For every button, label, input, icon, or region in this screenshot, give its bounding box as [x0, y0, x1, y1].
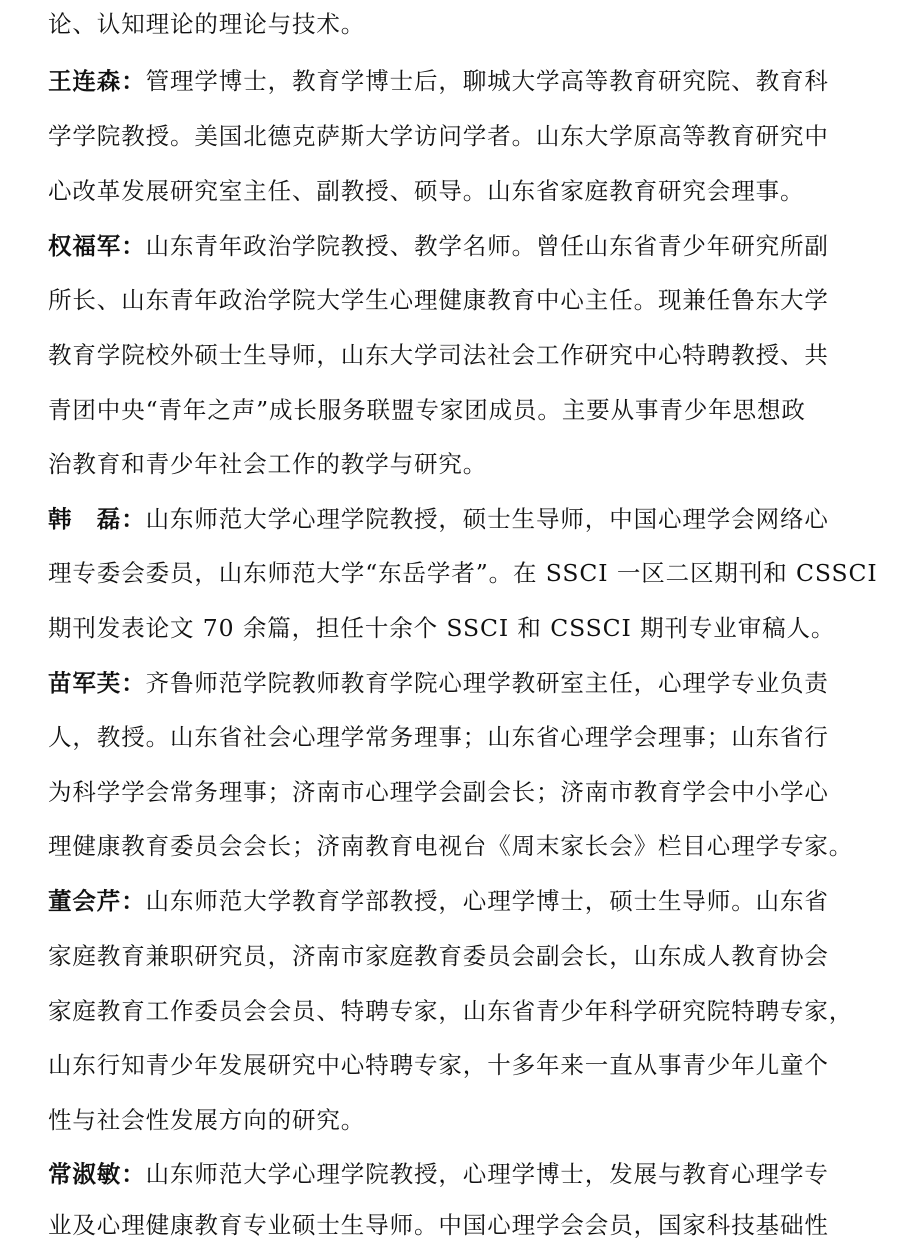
entry-text-line: 业及心理健康教育专业硕士生导师。中国心理学会会员，国家科技基础性: [48, 1211, 829, 1239]
entry-text-line: 人，教授。山东省社会心理学常务理事；山东省心理学会理事；山东省行: [48, 723, 829, 751]
entry-text-line: 所长、山东青年政治学院大学生心理健康教育中心主任。现兼任鲁东大学: [48, 286, 829, 314]
entry-name: 常淑敏：: [48, 1160, 146, 1188]
entry-name: 王连森：: [48, 67, 146, 95]
entry-text-line: 期刊发表论文 70 余篇，担任十余个 SSCI 和 CSSCI 期刊专业审稿人。: [48, 614, 836, 642]
entry-dong-first-line: [48, 881, 829, 921]
entry-text: 山东师范大学心理学院教授，心理学博士，发展与教育心理学专: [145, 1160, 829, 1188]
entry-text-line: 学学院教授。美国北德克萨斯大学访问学者。山东大学原高等教育研究中: [48, 122, 829, 150]
entry-text-line: 山东行知青少年发展研究中心特聘专家，十多年来一直从事青少年儿童个: [48, 1051, 829, 1079]
entry-text-line: 理健康教育委员会会长；济南教育电视台《周末家长会》栏目心理学专家。: [48, 832, 854, 860]
entry-text: 山东师范大学心理学院教授，硕士生导师，中国心理学会网络心: [145, 505, 829, 533]
entry-text-line: 家庭教育工作委员会会员、特聘专家，山东省青少年科学研究院特聘专家，: [48, 997, 854, 1025]
entry-text-line: 治教育和青少年社会工作的教学与研究。: [48, 450, 488, 478]
intro-tail-line: 论、认知理论的理论与技术。: [48, 10, 366, 38]
entry-quan-first-line: [48, 226, 829, 266]
entry-text-line: 心改革发展研究室主任、副教授、硕导。山东省家庭教育研究会理事。: [48, 177, 805, 205]
entry-name: 权福军：: [48, 232, 146, 260]
entry-text-line: 理专委会委员，山东师范大学“东岳学者”。在 SSCI 一区二区期刊和 CSSCI: [48, 559, 878, 587]
entry-han-first-line: [48, 499, 829, 539]
entry-name: 苗军芙：: [48, 669, 146, 697]
entry-miao-first-line: [48, 663, 829, 703]
entry-text-line: 家庭教育兼职研究员，济南市家庭教育委员会副会长，山东成人教育协会: [48, 942, 829, 970]
entry-name: 韩 磊：: [48, 505, 146, 533]
entry-text: 山东青年政治学院教授、教学名师。曾任山东省青少年研究所副: [145, 232, 829, 260]
entry-name: 董会芹：: [48, 887, 146, 915]
entry-text: 管理学博士，教育学博士后，聊城大学高等教育研究院、教育科: [145, 67, 829, 95]
entry-text: 山东师范大学教育学部教授，心理学博士，硕士生导师。山东省: [145, 887, 829, 915]
entry-chang-first-line: [48, 1154, 829, 1194]
entry-text: 齐鲁师范学院教师教育学院心理学教研室主任，心理学专业负责: [145, 669, 829, 697]
entry-text-line: 为科学学会常务理事；济南市心理学会副会长；济南市教育学会中小学心: [48, 778, 829, 806]
entry-wang-first-line: [48, 61, 829, 101]
entry-text-line: 教育学院校外硕士生导师，山东大学司法社会工作研究中心特聘教授、共: [48, 341, 829, 369]
entry-text-line: 性与社会性发展方向的研究。: [48, 1106, 366, 1134]
entry-text-line: 青团中央“青年之声”成长服务联盟专家团成员。主要从事青少年思想政: [48, 396, 806, 424]
